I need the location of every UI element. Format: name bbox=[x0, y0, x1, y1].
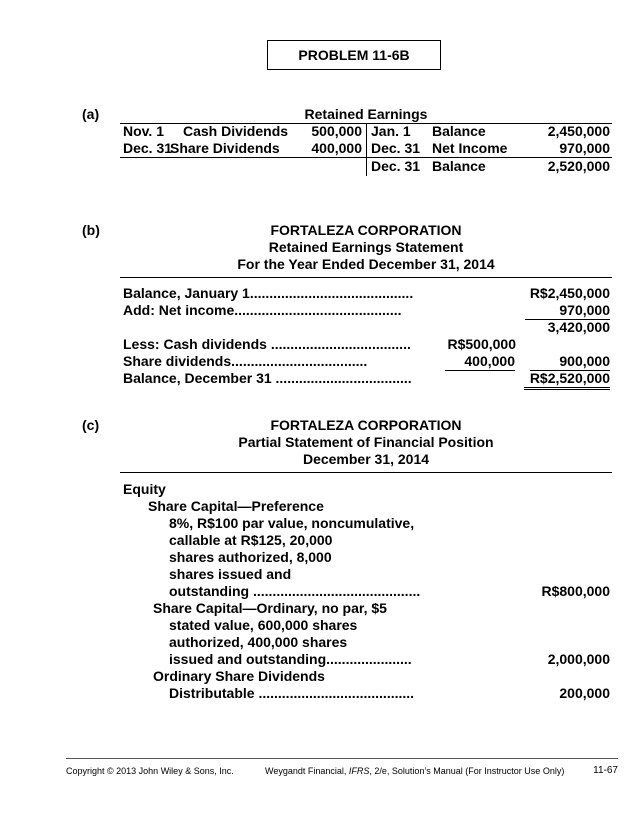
b-row-1-right: R$2,450,000 bbox=[529, 285, 610, 301]
c-company-name: FORTALEZA CORPORATION bbox=[270, 417, 462, 433]
c-ord-line-1: stated value, 600,000 shares bbox=[169, 617, 358, 633]
c-div-line: Distributable ........................................ bbox=[169, 685, 415, 701]
credit-row-2-date: Dec. 31 bbox=[371, 140, 421, 156]
debit-row-1-desc: Cash Dividends bbox=[183, 123, 289, 139]
t-account-title: Retained Earnings bbox=[304, 106, 428, 122]
part-b-label: (b) bbox=[82, 222, 100, 238]
c-equity-heading: Equity bbox=[123, 481, 166, 497]
debit-row-2-date: Dec. 31 bbox=[123, 140, 173, 156]
b-row-5-text: Share dividends................................... bbox=[123, 353, 368, 369]
b-row-5-right-wrap bbox=[530, 353, 610, 371]
b-row-4-mid: R$500,000 bbox=[447, 336, 516, 352]
c-pref-heading: Share Capital—Preference bbox=[148, 498, 324, 514]
credit-row-1-date: Jan. 1 bbox=[371, 123, 411, 139]
debit-row-2-amount: 400,000 bbox=[311, 140, 362, 156]
c-pref-line-4: shares issued and bbox=[169, 566, 292, 582]
footer-rule bbox=[66, 758, 618, 759]
footer-page-number: 11-67 bbox=[593, 765, 618, 776]
credit-row-2-desc: Net Income bbox=[432, 140, 508, 156]
b-row-2-text: Add: Net income........................................... bbox=[123, 302, 402, 318]
b-row-3-right: 3,420,000 bbox=[547, 319, 610, 335]
balance-amount: 2,520,000 bbox=[547, 158, 610, 174]
c-div-heading: Ordinary Share Dividends bbox=[153, 668, 325, 684]
b-row-6-text: Balance, December 31 ................................... bbox=[123, 370, 412, 386]
footer-copyright: Copyright © 2013 John Wiley & Sons, Inc. bbox=[66, 766, 234, 776]
credit-row-1-amount: 2,450,000 bbox=[547, 123, 610, 139]
b-statement-name: Retained Earnings Statement bbox=[268, 239, 464, 255]
c-ord-line-2: authorized, 400,000 shares bbox=[169, 634, 348, 650]
debit-row-1-amount: 500,000 bbox=[311, 123, 362, 139]
footer-book-post: , 2/e, Solution’s Manual (For Instructor Use Only) bbox=[369, 766, 565, 776]
c-div-amount: 200,000 bbox=[559, 685, 610, 701]
part-a-label: (a) bbox=[82, 106, 100, 122]
c-pref-line-1: 8%, R$100 par value, noncumulative, bbox=[169, 515, 415, 531]
problem-title: PROBLEM 11-6B bbox=[298, 47, 410, 63]
part-c-label: (c) bbox=[82, 417, 100, 433]
c-ord-amount: 2,000,000 bbox=[547, 651, 610, 667]
credit-row-2-amount: 970,000 bbox=[559, 140, 610, 156]
c-ord-heading: Share Capital—Ordinary, no par, $5 bbox=[153, 600, 387, 616]
c-header-rule bbox=[120, 472, 612, 473]
b-row-6-right: R$2,520,000 bbox=[524, 370, 610, 390]
b-row-5-mid: 400,000 bbox=[445, 353, 515, 371]
c-statement-name: Partial Statement of Financial Position bbox=[238, 434, 494, 450]
c-pref-amount: R$800,000 bbox=[541, 583, 610, 599]
b-row-5-mid-wrap bbox=[445, 353, 515, 371]
b-company-name: FORTALEZA CORPORATION bbox=[270, 222, 462, 238]
footer-book-ifrs: IFRS bbox=[348, 766, 370, 776]
c-date: December 31, 2014 bbox=[302, 451, 430, 467]
balance-desc: Balance bbox=[432, 158, 486, 174]
footer-book bbox=[265, 766, 564, 777]
c-ord-line-3: issued and outstanding...................... bbox=[169, 651, 412, 667]
b-header-rule bbox=[120, 277, 612, 278]
b-row-1-text: Balance, January 1.......................................... bbox=[123, 285, 414, 301]
footer-book-pre: Weygandt Financial, bbox=[265, 766, 349, 776]
credit-row-1-desc: Balance bbox=[432, 123, 486, 139]
b-row-4-text: Less: Cash dividends .................................... bbox=[123, 336, 411, 352]
debit-row-2-desc: Share Dividends bbox=[170, 140, 280, 156]
b-period: For the Year Ended December 31, 2014 bbox=[237, 256, 495, 272]
b-row-5-right: 900,000 bbox=[530, 353, 610, 371]
b-row-2-right-wrap bbox=[525, 302, 610, 320]
balance-date: Dec. 31 bbox=[371, 158, 421, 174]
b-row-6-right-wrap bbox=[524, 370, 610, 390]
c-pref-line-3: shares authorized, 8,000 bbox=[169, 549, 332, 565]
debit-row-1-date: Nov. 1 bbox=[123, 123, 164, 139]
t-account-divider bbox=[366, 123, 367, 176]
c-pref-line-5: outstanding ........................................... bbox=[169, 583, 421, 599]
b-row-2-right: 970,000 bbox=[525, 302, 610, 320]
problem-title-box bbox=[267, 40, 441, 70]
c-pref-line-2: callable at R$125, 20,000 bbox=[169, 532, 333, 548]
